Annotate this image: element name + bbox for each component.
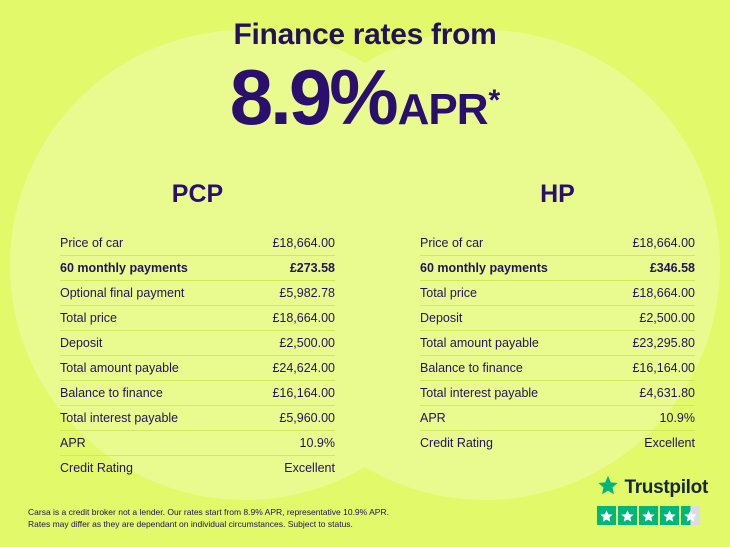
row-value: £16,164.00 — [272, 386, 335, 400]
rating-star-4 — [660, 506, 679, 525]
row-value: £2,500.00 — [279, 336, 335, 350]
trustpilot-logo — [597, 475, 708, 501]
row-value: £5,960.00 — [279, 411, 335, 425]
row-label: Total price — [420, 286, 477, 300]
rating-star-5 — [681, 506, 700, 525]
finance-column-hp — [365, 180, 730, 480]
header — [0, 18, 730, 141]
row-value: £18,664.00 — [632, 236, 695, 250]
row-label: Total interest payable — [60, 411, 179, 425]
table-row — [60, 306, 335, 331]
row-label: APR — [420, 411, 446, 425]
table-row — [60, 231, 335, 256]
row-value: £18,664.00 — [272, 236, 335, 250]
table-row — [420, 231, 695, 256]
table-row — [60, 281, 335, 306]
row-value: Excellent — [284, 461, 335, 475]
table-row — [420, 431, 695, 455]
row-label: APR — [60, 436, 86, 450]
row-value: £4,631.80 — [639, 386, 695, 400]
row-value: Excellent — [644, 436, 695, 450]
rating-star-2 — [618, 506, 637, 525]
row-value: £273.58 — [289, 261, 335, 275]
row-label: Deposit — [60, 336, 103, 350]
table-row — [60, 406, 335, 431]
row-label: Total interest payable — [420, 386, 539, 400]
trustpilot-wordmark: Trustpilot — [624, 477, 708, 498]
finance-column-pcp — [0, 180, 365, 480]
row-value: £2,500.00 — [639, 311, 695, 325]
row-value: £16,164.00 — [632, 361, 695, 375]
hp-rows — [420, 231, 695, 455]
table-row — [420, 256, 695, 281]
disclaimer-line-1: Carsa is a credit broker not a lender. Our rates start from 8.9% APR, representative 10.9% APR. — [28, 506, 389, 517]
table-row — [60, 331, 335, 356]
column-title-hp: HP — [540, 180, 575, 208]
disclaimer-line-2: Rates may differ as they are dependant on individual circumstances. Subject to status. — [28, 519, 353, 530]
row-value: £24,624.00 — [272, 361, 335, 375]
row-label: 60 monthly payments — [60, 261, 188, 275]
trustpilot-rating — [597, 475, 708, 525]
row-label: Optional final payment — [60, 286, 185, 300]
row-label: Price of car — [60, 236, 124, 250]
table-row — [60, 456, 335, 480]
row-label: Credit Rating — [60, 461, 133, 475]
row-label: Balance to finance — [60, 386, 163, 400]
column-title-pcp: PCP — [171, 180, 224, 208]
trustpilot-stars — [597, 506, 708, 525]
table-row — [60, 431, 335, 456]
disclaimer — [28, 506, 389, 532]
page-title: Finance rates from — [233, 18, 497, 51]
rating-star-3 — [639, 506, 658, 525]
table-row — [60, 256, 335, 281]
row-label: Total price — [60, 311, 117, 325]
table-row — [420, 381, 695, 406]
row-value: £5,982.78 — [279, 286, 335, 300]
row-label: Total amount payable — [420, 336, 539, 350]
table-row — [420, 406, 695, 431]
pcp-rows — [60, 231, 335, 480]
table-row — [420, 306, 695, 331]
table-row — [420, 331, 695, 356]
row-value: 10.9% — [299, 436, 335, 450]
row-label: Total amount payable — [60, 361, 179, 375]
table-row — [420, 281, 695, 306]
rate-unit: APR — [397, 85, 488, 134]
row-label: Balance to finance — [420, 361, 523, 375]
finance-comparison — [0, 180, 730, 480]
rate-asterisk: * — [488, 84, 501, 117]
trustpilot-star-icon — [597, 475, 619, 501]
row-value: 10.9% — [659, 411, 695, 425]
row-value: £23,295.80 — [632, 336, 695, 350]
rate-number: 8.9% — [229, 53, 396, 141]
row-value: £18,664.00 — [272, 311, 335, 325]
row-label: Price of car — [420, 236, 484, 250]
headline-rate — [0, 53, 730, 141]
table-row — [60, 381, 335, 406]
table-row — [420, 356, 695, 381]
row-label: Credit Rating — [420, 436, 493, 450]
rating-star-1 — [597, 506, 616, 525]
table-row — [60, 356, 335, 381]
row-value: £346.58 — [649, 261, 695, 275]
row-label: 60 monthly payments — [420, 261, 548, 275]
row-value: £18,664.00 — [632, 286, 695, 300]
row-label: Deposit — [420, 311, 463, 325]
